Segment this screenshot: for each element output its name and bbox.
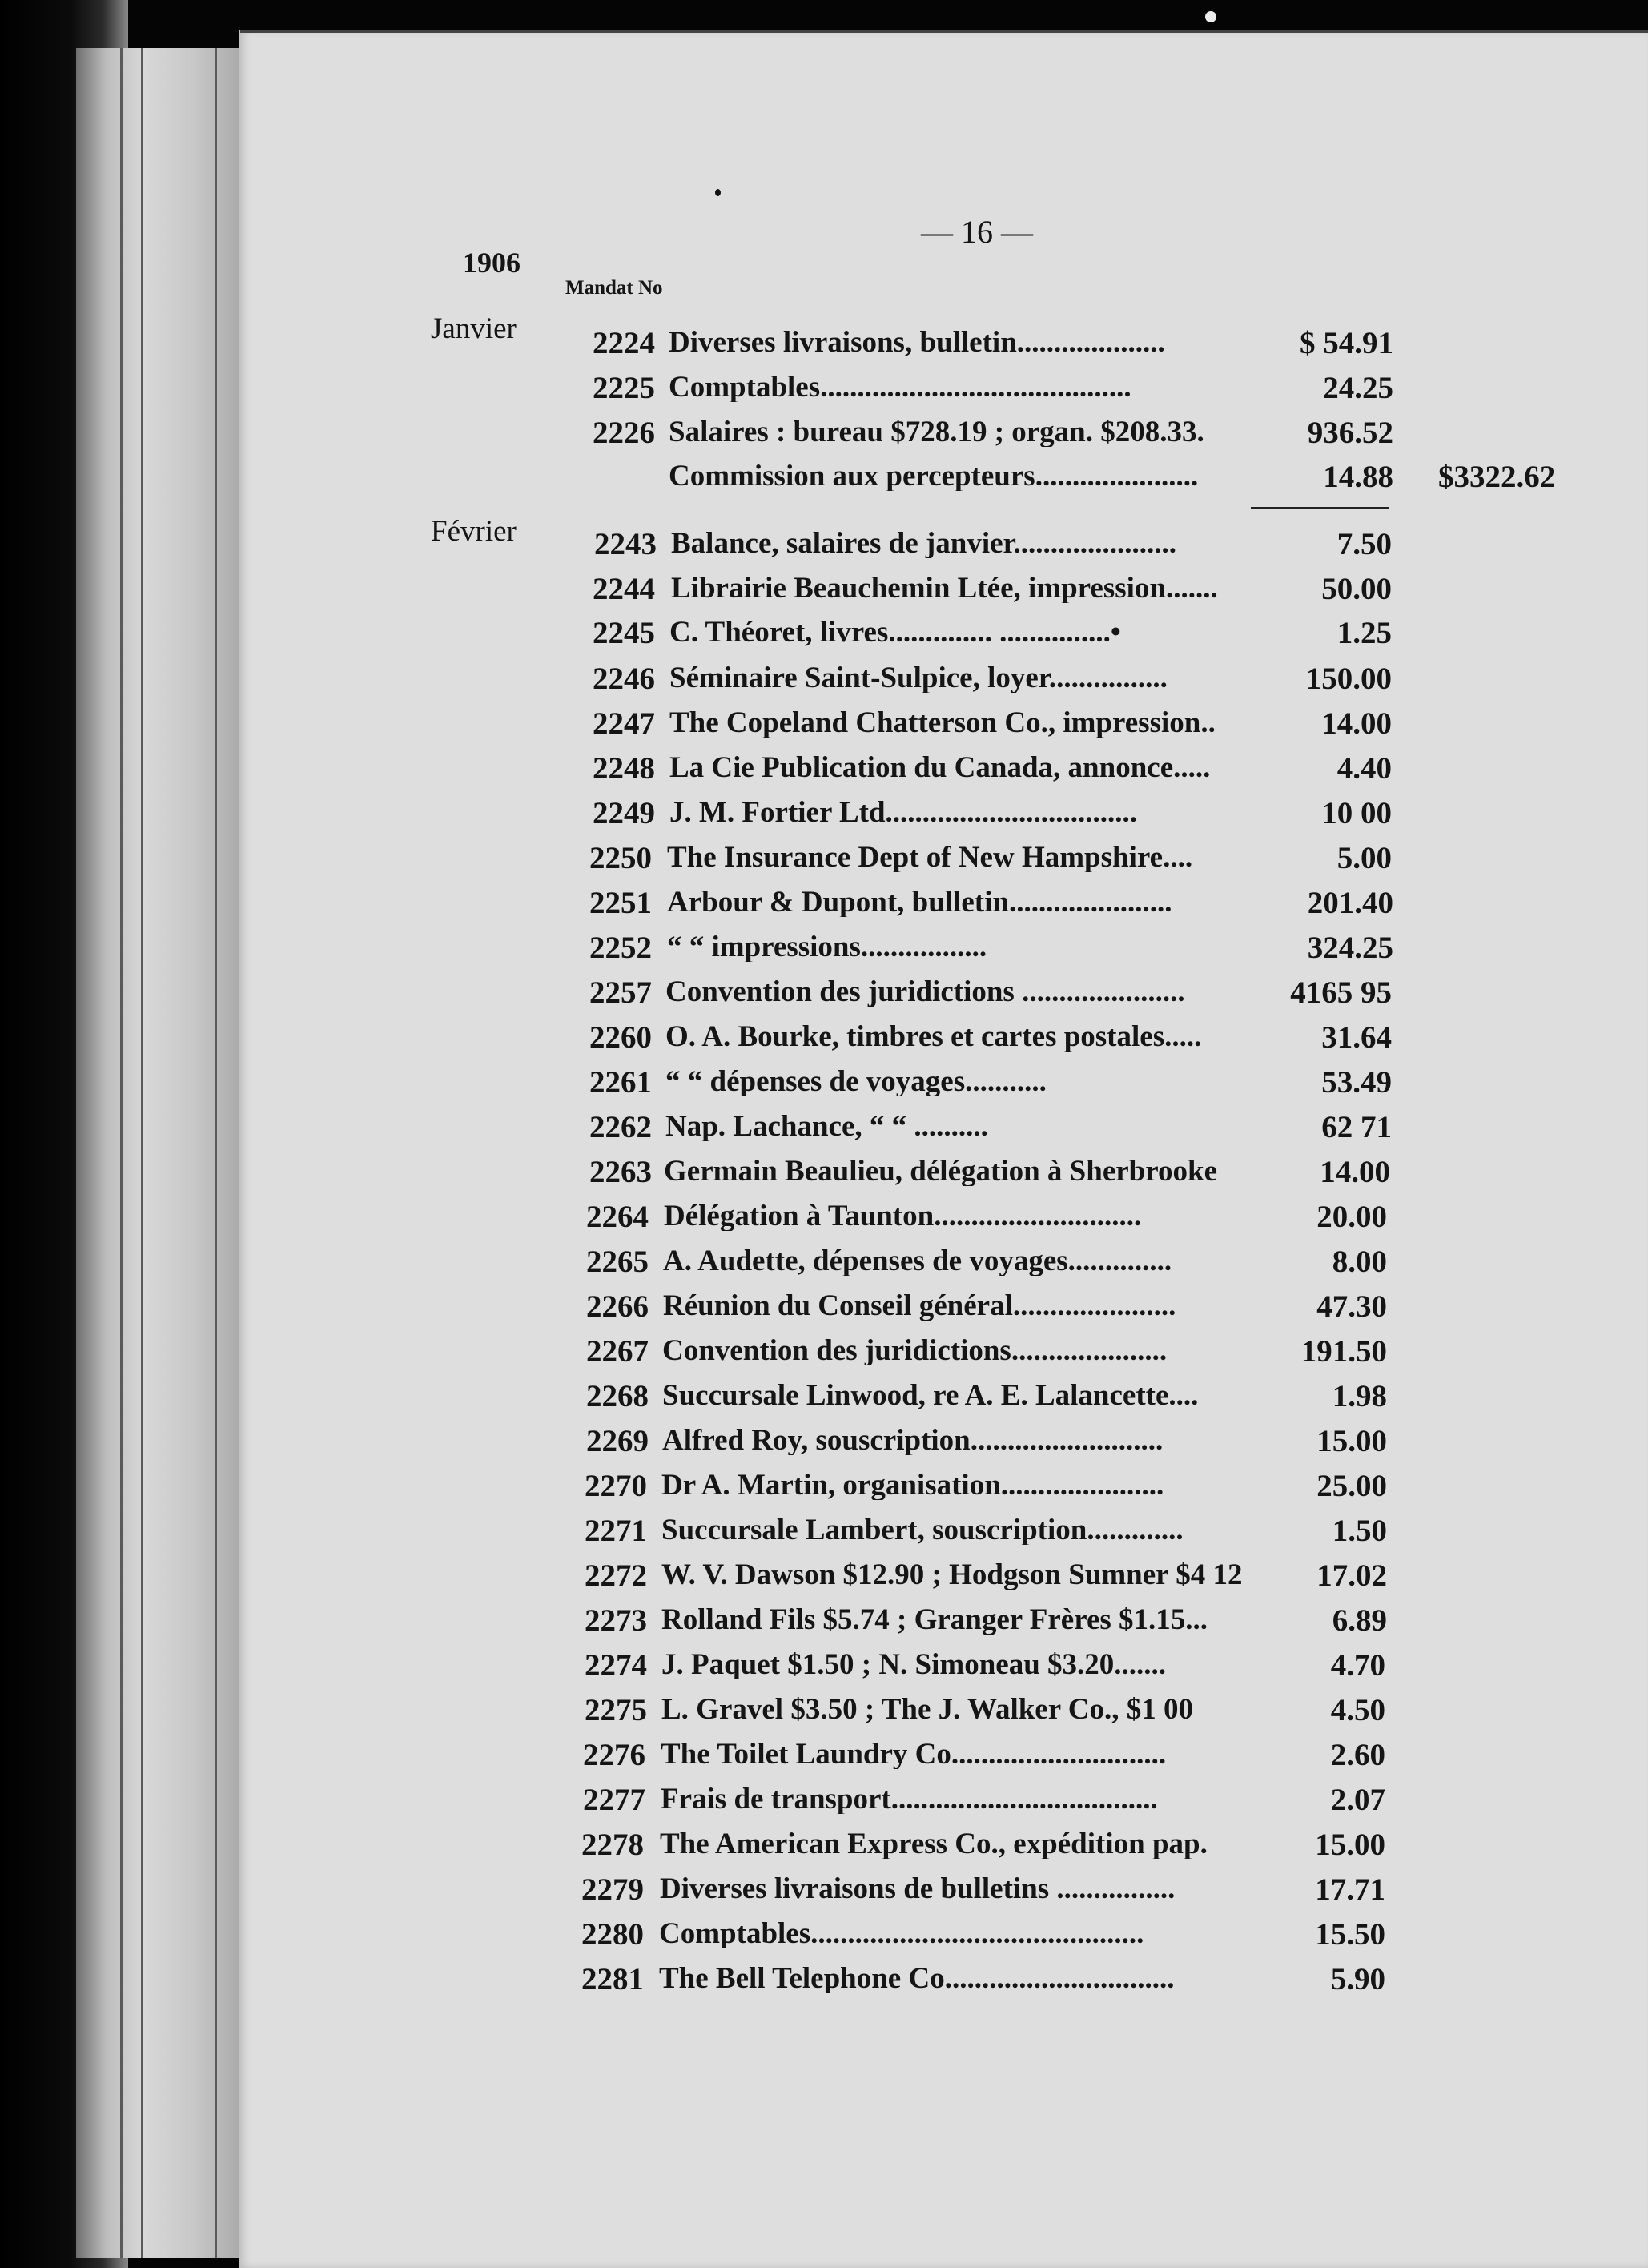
mandat-number: 2279 (581, 1872, 644, 1907)
mandat-number: 2281 (581, 1962, 644, 1997)
mandat-number: 2266 (586, 1289, 649, 1324)
entry-amount: 324.25 (1307, 931, 1393, 965)
mandat-number: 2270 (585, 1469, 647, 1503)
mandat-number: 2248 (593, 751, 655, 786)
mandat-number: 2250 (589, 841, 652, 875)
entry-amount: 201.40 (1307, 886, 1393, 920)
mandat-number: 2245 (593, 616, 655, 650)
book-spine (76, 48, 244, 2258)
entry-description: Délégation à Taunton............................ (664, 1201, 1142, 1231)
mandat-number: 2264 (586, 1200, 649, 1234)
entry-description: A. Audette, dépenses de voyages.............. (663, 1246, 1172, 1276)
entry-description: The Toilet Laundry Co............................. (661, 1739, 1167, 1769)
year-heading: 1906 (463, 247, 521, 279)
entry-description: Diverses livraisons de bulletins ................ (660, 1874, 1176, 1904)
page-folio: — 16 — (921, 214, 1033, 250)
entry-description: Succursale Lambert, souscription............. (661, 1515, 1184, 1545)
mandat-number: 2252 (589, 931, 652, 965)
entry-amount: 47.30 (1316, 1289, 1387, 1324)
entry-amount: 53.49 (1321, 1065, 1392, 1100)
mandat-number: 2278 (581, 1828, 644, 1862)
mandat-number: 2265 (586, 1245, 649, 1279)
entry-description: Convention des juridictions..................... (662, 1336, 1168, 1365)
mandat-number: 2226 (593, 416, 655, 450)
mandat-number: 2268 (586, 1379, 649, 1413)
entry-description: L. Gravel $3.50 ; The J. Walker Co., $1 00 (661, 1695, 1193, 1724)
entry-amount: 25.00 (1316, 1469, 1387, 1503)
entry-amount: 14.00 (1320, 1155, 1390, 1189)
entry-amount: 1.50 (1332, 1514, 1387, 1548)
entry-amount: 15.00 (1316, 1424, 1387, 1458)
mandat-number: 2271 (585, 1514, 647, 1548)
entry-description: Rolland Fils $5.74 ; Granger Frères $1.15... (661, 1605, 1208, 1635)
entry-amount: 6.89 (1332, 1603, 1387, 1638)
entry-description: Réunion du Conseil général...................... (663, 1291, 1176, 1321)
entry-description: C. Théoret, livres.............. ...............• (669, 617, 1121, 647)
mandat-number: 2263 (589, 1155, 652, 1189)
entry-description: Salaires : bureau $728.19 ; organ. $208.33. (669, 417, 1204, 447)
entry-description: Succursale Linwood, re A. E. Lalancette.... (662, 1381, 1199, 1410)
entry-amount: 15.00 (1315, 1828, 1385, 1862)
spine-line (141, 48, 143, 2258)
mandat-number: 2273 (585, 1603, 647, 1638)
entry-description: Arbour & Dupont, bulletin...................... (667, 887, 1172, 917)
entry-amount: 1.25 (1336, 616, 1392, 650)
entry-amount: 1.98 (1332, 1379, 1387, 1413)
entry-description: La Cie Publication du Canada, annonce..... (669, 753, 1211, 782)
entry-amount: 14.00 (1321, 706, 1392, 741)
entry-amount: 150.00 (1305, 662, 1392, 696)
mandat-number: 2274 (585, 1648, 647, 1683)
entry-amount: 17.02 (1316, 1558, 1387, 1593)
entry-description: The Copeland Chatterson Co., impression.. (669, 708, 1216, 738)
entry-amount: 4.50 (1330, 1693, 1385, 1727)
mandat-number: 2224 (593, 326, 655, 360)
entry-amount: 17.71 (1315, 1872, 1385, 1907)
spine-line (120, 48, 123, 2258)
entry-description: The Insurance Dept of New Hampshire.... (667, 842, 1193, 872)
entry-description: Frais de transport.................................... (661, 1784, 1158, 1814)
entry-amount: 50.00 (1321, 572, 1392, 606)
entry-description: “ “ impressions................. (667, 932, 987, 962)
mandat-number: 2269 (586, 1424, 649, 1458)
mandat-number: 2260 (589, 1020, 652, 1055)
mandat-number: 2272 (585, 1558, 647, 1593)
page-edge (240, 30, 1648, 33)
mandat-number: 2280 (581, 1917, 644, 1952)
entry-description: O. A. Bourke, timbres et cartes postales..... (665, 1022, 1202, 1052)
mandat-number: 2243 (594, 527, 657, 561)
entry-amount: 5.00 (1336, 841, 1392, 875)
entry-amount: 4.40 (1336, 751, 1392, 786)
entry-description: Commission aux percepteurs...................... (669, 461, 1199, 491)
subtotal-amount: $3322.62 (1438, 460, 1556, 494)
entry-description: Diverses livraisons, bulletin.................... (669, 328, 1165, 357)
entry-description: J. Paquet $1.50 ; N. Simoneau $3.20....... (661, 1650, 1167, 1679)
entry-amount: 2.60 (1330, 1738, 1385, 1772)
entry-amount: 8.00 (1332, 1245, 1387, 1279)
mandat-number: 2257 (589, 975, 652, 1010)
entry-amount: 10 00 (1321, 796, 1392, 830)
entry-description: The Bell Telephone Co............................... (659, 1964, 1175, 1993)
month-label-janvier: Janvier (431, 312, 517, 345)
entry-description: Comptables............................................. (659, 1919, 1144, 1948)
entry-description: Dr A. Martin, organisation...................... (661, 1470, 1164, 1500)
mandat-number: 2277 (583, 1783, 645, 1817)
mandat-number: 2246 (593, 662, 655, 696)
column-header-mandat: Mandat No (565, 277, 663, 299)
entry-amount: 4165 95 (1290, 975, 1392, 1010)
mandat-number: 2275 (585, 1693, 647, 1727)
speck-mark (715, 189, 721, 196)
spine-line (215, 48, 217, 2258)
mandat-number: 2251 (589, 886, 652, 920)
entry-description: Comptables.......................................... (669, 372, 1131, 402)
entry-description: Alfred Roy, souscription.......................... (662, 1426, 1164, 1455)
entry-amount: 20.00 (1316, 1200, 1387, 1234)
entry-description: “ “ dépenses de voyages........... (665, 1067, 1047, 1096)
entry-amount: 14.88 (1323, 460, 1393, 494)
entry-description: Balance, salaires de janvier...................... (671, 529, 1177, 558)
entry-amount: 5.90 (1330, 1962, 1385, 1997)
entry-description: The American Express Co., expédition pap. (660, 1829, 1208, 1859)
month-label-fevrier: Février (431, 515, 517, 548)
subtotal-rule (1251, 507, 1389, 509)
entry-amount: 191.50 (1300, 1334, 1387, 1369)
entry-amount: 2.07 (1330, 1783, 1385, 1817)
speck-mark (1205, 11, 1216, 22)
entry-description: Séminaire Saint-Sulpice, loyer................ (669, 663, 1168, 693)
entry-description: Nap. Lachance, “ “ .......... (665, 1112, 988, 1141)
mandat-number: 2247 (593, 706, 655, 741)
mandat-number: 2249 (593, 796, 655, 830)
mandat-number: 2276 (583, 1738, 645, 1772)
entry-amount: 31.64 (1321, 1020, 1392, 1055)
entry-amount: 4.70 (1330, 1648, 1385, 1683)
entry-description: Convention des juridictions ...................... (665, 977, 1185, 1007)
entry-amount: 7.50 (1336, 527, 1392, 561)
entry-amount: 62 71 (1321, 1110, 1392, 1144)
mandat-number: 2244 (593, 572, 655, 606)
mandat-number: 2261 (589, 1065, 652, 1100)
entry-description: J. M. Fortier Ltd.................................. (669, 798, 1138, 827)
entry-description: W. V. Dawson $12.90 ; Hodgson Sumner $4 12 (661, 1560, 1243, 1590)
mandat-number: 2262 (589, 1110, 652, 1144)
entry-description: Librairie Beauchemin Ltée, impression....... (671, 573, 1218, 603)
entry-amount: 24.25 (1323, 371, 1393, 405)
entry-amount: $ 54.91 (1300, 326, 1393, 360)
entry-amount: 15.50 (1315, 1917, 1385, 1952)
entry-amount: 936.52 (1307, 416, 1393, 450)
mandat-number: 2267 (586, 1334, 649, 1369)
mandat-number: 2225 (593, 371, 655, 405)
entry-description: Germain Beaulieu, délégation à Sherbrooke (664, 1156, 1218, 1186)
